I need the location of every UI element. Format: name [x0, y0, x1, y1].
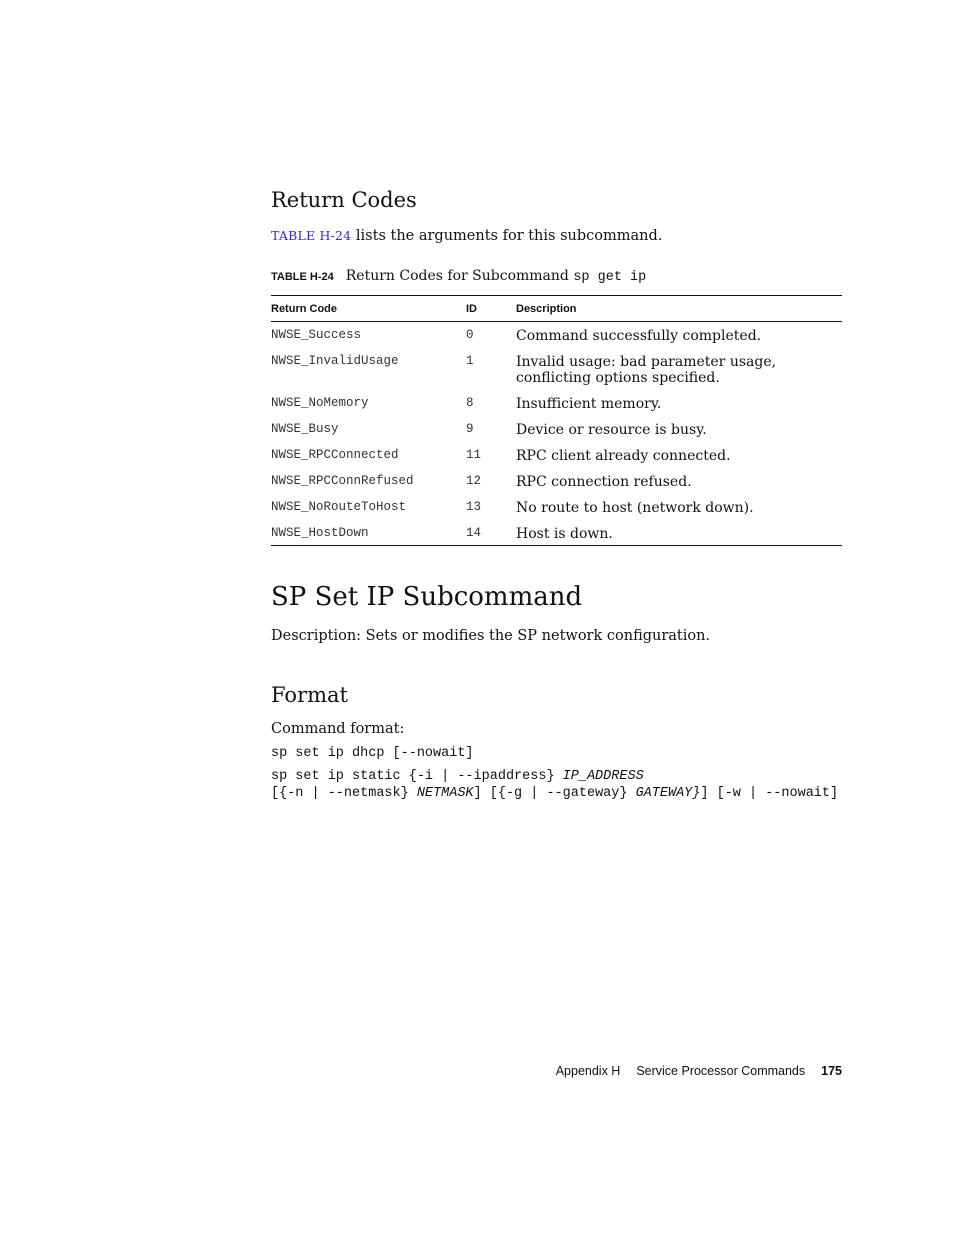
return-code-cell: NWSE_HostDown	[271, 526, 369, 540]
id-cell: 12	[466, 474, 482, 488]
gateway-option: ] [{-g | --gateway}	[473, 786, 636, 801]
command-static-text: sp set ip static {-i | --ipaddress}	[271, 769, 563, 784]
command-dhcp: sp set ip dhcp [--nowait]	[271, 746, 474, 761]
id-cell: 9	[466, 422, 474, 436]
return-code-cell: NWSE_NoRouteToHost	[271, 500, 407, 514]
table-row	[271, 468, 842, 494]
page-footer	[556, 1064, 842, 1078]
format-heading: Format	[271, 683, 348, 707]
table-row	[271, 520, 842, 545]
table-cross-reference-link[interactable]: TABLE H-24	[271, 228, 352, 243]
gateway-arg: GATEWAY}	[635, 786, 701, 801]
return-code-cell: NWSE_NoMemory	[271, 396, 369, 410]
caption-code: sp get ip	[573, 270, 647, 285]
table-row	[271, 348, 842, 390]
table-caption	[271, 268, 646, 285]
nowait-option: ] [-w | --nowait]	[700, 786, 839, 801]
id-cell: 11	[466, 448, 482, 462]
description-cell: Invalid usage: bad parameter usage, conflicting options specified.	[516, 354, 777, 386]
header-description: Description	[516, 303, 577, 315]
caption-text: Return Codes for Subcommand	[345, 268, 574, 284]
header-return-code: Return Code	[271, 303, 337, 315]
return-code-cell: NWSE_Success	[271, 328, 362, 342]
command-static-line1	[271, 769, 644, 784]
sp-set-ip-heading: SP Set IP Subcommand	[271, 582, 583, 612]
table-row	[271, 442, 842, 468]
intro-text: lists the arguments for this subcommand.	[351, 228, 663, 244]
table-row	[271, 390, 842, 416]
description-cell: Host is down.	[516, 526, 613, 542]
id-cell: 0	[466, 328, 474, 342]
id-cell: 13	[466, 500, 482, 514]
id-cell: 8	[466, 396, 474, 410]
return-code-cell: NWSE_RPCConnRefused	[271, 474, 414, 488]
description-cell: Device or resource is busy.	[516, 422, 707, 438]
ip-address-arg: IP_ADDRESS	[562, 769, 644, 784]
return-codes-heading: Return Codes	[271, 188, 417, 212]
description-cell: RPC client already connected.	[516, 448, 731, 464]
id-cell: 1	[466, 354, 474, 368]
return-code-cell: NWSE_Busy	[271, 422, 339, 436]
table-label: TABLE H-24	[271, 271, 334, 283]
table-row	[271, 322, 842, 348]
return-code-cell: NWSE_RPCConnected	[271, 448, 399, 462]
footer-appendix: Appendix H	[555, 1064, 621, 1078]
id-cell: 14	[466, 526, 482, 540]
table-header	[271, 296, 842, 322]
description-cell: RPC connection refused.	[516, 474, 692, 490]
format-intro: Command format:	[271, 721, 405, 737]
header-id: ID	[466, 303, 477, 315]
page-number: 175	[821, 1064, 842, 1078]
return-code-cell: NWSE_InvalidUsage	[271, 354, 399, 368]
sp-set-ip-description: Description: Sets or modifies the SP network configuration.	[271, 628, 711, 644]
table-row	[271, 494, 842, 520]
return-codes-intro	[271, 228, 662, 244]
command-static-line2	[271, 786, 838, 801]
description-cell: No route to host (network down).	[516, 500, 754, 516]
footer-title: Service Processor Commands	[636, 1064, 806, 1078]
return-codes-table	[271, 295, 842, 546]
table-row	[271, 416, 842, 442]
description-cell: Insufficient memory.	[516, 396, 662, 412]
description-cell: Command successfully completed.	[516, 328, 762, 344]
netmask-arg: NETMASK	[416, 786, 474, 801]
netmask-option: [{-n | --netmask}	[271, 786, 417, 801]
